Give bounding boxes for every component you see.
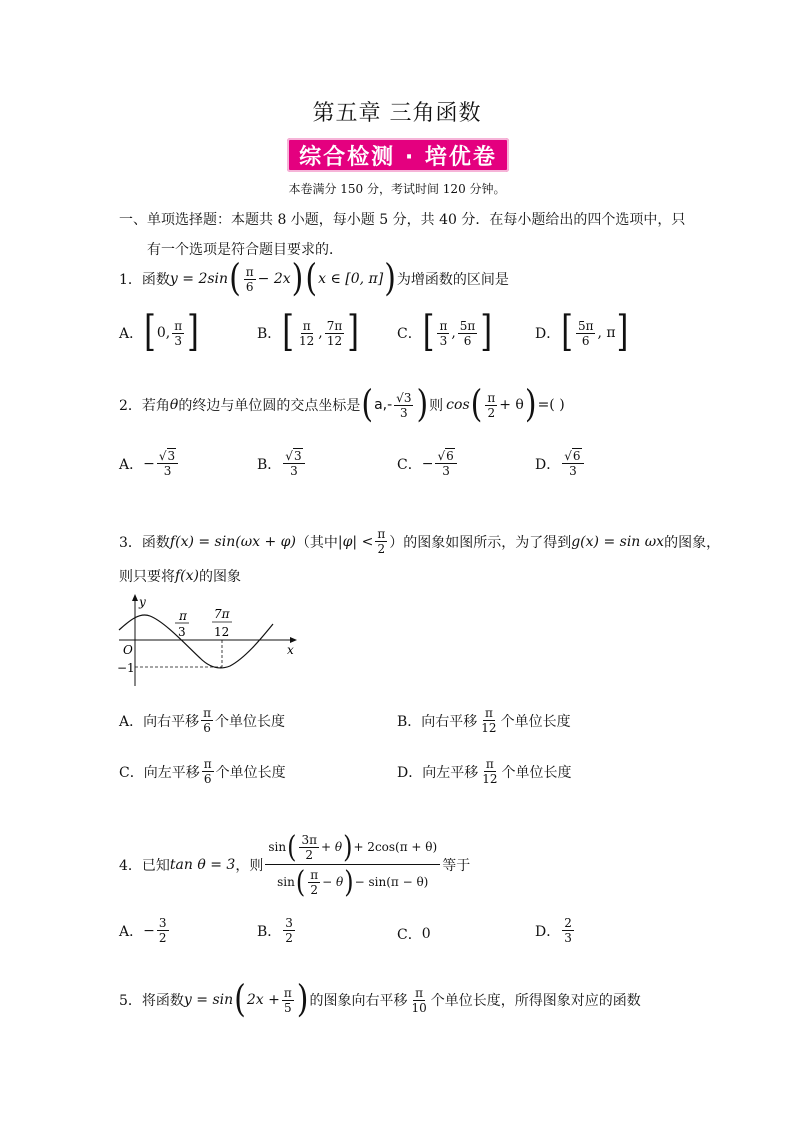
q3-option-a[interactable]: A． 向右平移 $\frac{\pi}{6}$ 个单位长度 [119,706,286,735]
question-3-line-2: 则只要将 f(x) 的图象 [119,568,242,585]
q2-option-a[interactable]: A． − $\frac{√3}{3}$ [119,449,180,478]
q3-option-b[interactable]: B． 向右平移 $\frac{\pi}{12}$ 个单位长度 [397,706,571,735]
sine-curve [119,615,273,668]
tick2-den: 12 [214,625,230,639]
question-4: 4．已知 tan θ = 3 ，则 sin ( $\frac{3\pi}{2}$ + θ ) + 2cos(π + θ) sin ( $\frac{\pi}{2}$ − θ ) − sin(π − θ) 等于 [119,829,471,900]
section-line-1: 一、单项选择题：本题共 8 小题，每小题 5 分，共 40 分．在每小题给出的四个选项中，只 [119,212,686,228]
minus-one-label: −1 [117,661,135,675]
test-banner: 综合检测 · 培优卷 [287,138,509,172]
question-3: 3．函数 f(x) = sin(ωx + φ) （其中 |φ| < $\frac{\pi}{2}$ ）的图象如图所示，为了得到 g(x) = sin ωx 的图象， [119,527,721,556]
q2-option-b[interactable]: B． $\frac{√3}{3}$ [257,449,307,478]
section-instructions [119,205,689,265]
page-title: 第五章 三角函数 [312,101,482,126]
q2-option-c[interactable]: C． − $\frac{√6}{3}$ [397,449,459,478]
q1-option-a[interactable]: A． [ 0, $\frac{\pi}{3}$ ] [119,307,199,357]
question-2: 2．若角 θ 的终边与单位圆的交点坐标是 ( a,- $\frac{√3}{3}$ ) 则 cos ( $\frac{\pi}{2}$ + θ ) =( ) [119,382,565,427]
question-5: 5．将函数 y = sin ( 2x + $\frac{\pi}{5}$ ) 的图象向右平移 $\frac{\pi}{10}$ 个单位长度，所得图象对应的函数 [119,977,641,1022]
q2-option-d[interactable]: D． $\frac{√6}{3}$ [535,449,586,478]
q1-domain: x ∈ [0, π] [318,271,384,287]
q3-option-c[interactable]: C． 向左平移 $\frac{\pi}{6}$ 个单位长度 [119,757,286,786]
exam-note: 本卷满分 150 分，考试时间 120 分钟。 [288,182,506,196]
y-label: y [139,595,146,609]
question-1: 1．函数 y = 2sin ( $\frac{\pi}{6}$ − 2x ) ( x ∈ [0, π] ) 为增函数的区间是 [119,256,509,301]
q4-option-d[interactable]: D． $\frac{2}{3}$ [535,916,572,945]
q4-option-b[interactable]: B． $\frac{3}{2}$ [257,916,293,945]
section-line-2: 有一个选项是符合题目要求的． [147,242,343,258]
q1-expr: y = 2sin [169,271,229,287]
y-axis-arrow [132,594,138,601]
q3-option-d[interactable]: D． 向左平移 $\frac{\pi}{12}$ 个单位长度 [397,757,572,786]
x-label: x [287,643,294,657]
q1-option-b[interactable]: B． [ $\frac{\pi}{12}$ , $\frac{7\pi}{12}$ ] [257,307,359,357]
q1-number: 1．函数 [119,272,170,288]
q3-function-graph [115,592,300,690]
q4-option-c[interactable]: C． 0 [397,926,431,943]
tick1-den: 3 [178,625,186,639]
q4-option-a[interactable]: A． − $\frac{3}{2}$ [119,916,167,945]
q1-option-c[interactable]: C． [ $\frac{\pi}{3}$ , $\frac{5\pi}{6}$ ] [397,307,493,357]
tick2-num: 7π [214,607,230,621]
q4-big-fraction: sin ( $\frac{3\pi}{2}$ + θ ) + 2cos(π + θ) sin ( $\frac{\pi}{2}$ − θ ) − sin(π − θ) [265,832,440,897]
origin-label: O [123,643,133,657]
q1-fraction: $\frac{\pi}{6}$ [245,264,254,294]
tick1-num: π [179,609,187,623]
q1-option-d[interactable]: D． [ $\frac{5\pi}{6}$ , π ] [535,307,629,357]
